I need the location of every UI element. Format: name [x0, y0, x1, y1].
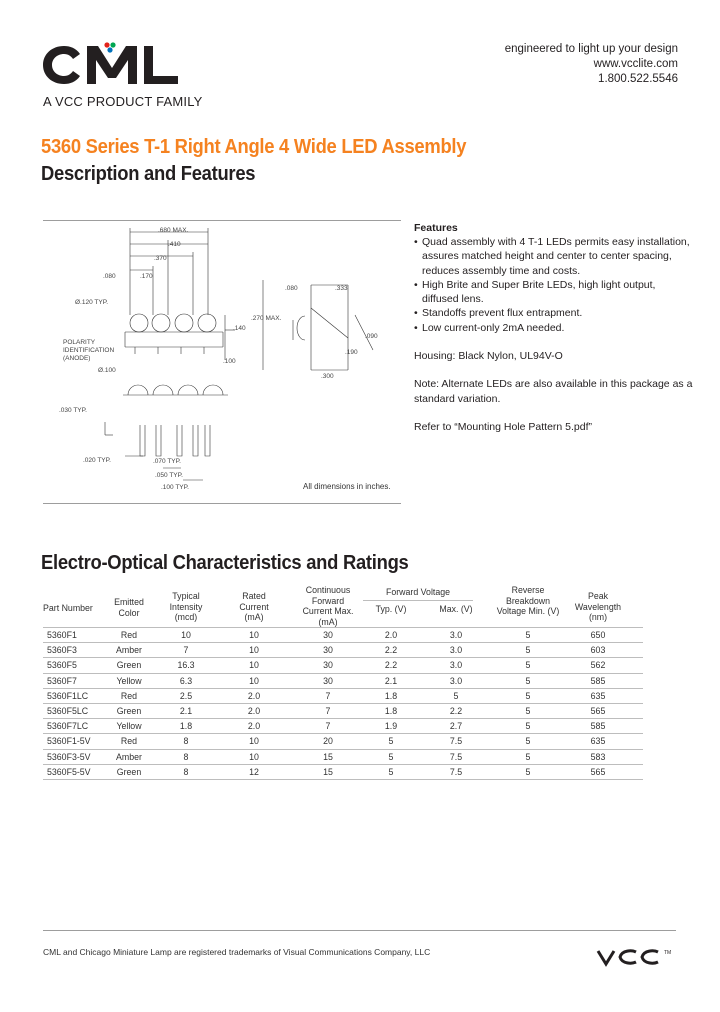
cell-vf-max: 3.0	[449, 660, 463, 671]
table-row	[43, 627, 643, 642]
cell-part-number: 5360F1LC	[47, 690, 89, 701]
dim-label: .100	[223, 358, 236, 365]
dim-label: .080	[285, 285, 298, 292]
cell-part-number: 5360F3	[47, 645, 77, 656]
feature-item: • High Brite and Super Brite LEDs, high light output, diffused lens.	[414, 278, 694, 307]
cell-rated-current: 2.0	[247, 690, 261, 701]
cell-rated-current: 2.0	[247, 721, 261, 732]
refer-text: Refer to “Mounting Hole Pattern 5.pdf”	[414, 420, 593, 433]
features-section	[414, 222, 694, 434]
table-row	[43, 657, 643, 672]
cell-vf-typ: 2.2	[384, 645, 398, 656]
cell-part-number: 5360F5	[47, 660, 77, 671]
cell-peak-wavelength: 635	[590, 690, 606, 701]
table-row	[43, 764, 643, 779]
dim-label: Ø.100	[98, 367, 116, 374]
cell-rated-current: 10	[249, 736, 259, 747]
table-bottom-rule	[43, 779, 643, 780]
cell-reverse-voltage: 5	[525, 706, 531, 716]
dim-label: .170	[140, 273, 153, 280]
cell-peak-wavelength: 565	[590, 766, 606, 777]
cell-part-number: 5360F7	[47, 675, 77, 686]
cell-reverse-voltage: 5	[525, 630, 531, 640]
dim-label: .190	[345, 349, 358, 356]
dim-label: .300	[321, 373, 334, 380]
cell-rated-current: 12	[249, 766, 259, 777]
features-list	[414, 235, 694, 335]
cell-reverse-voltage: 5	[525, 675, 531, 686]
cell-peak-wavelength: 603	[590, 645, 606, 656]
cell-reverse-voltage: 5	[525, 721, 531, 732]
cell-vf-max: 7.5	[449, 736, 463, 747]
cell-reverse-voltage: 5	[525, 766, 531, 777]
cell-intensity: 1.8	[179, 721, 193, 732]
cell-emitted-color: Amber	[116, 751, 142, 762]
dim-label: .100 TYP.	[161, 484, 189, 491]
cell-emitted-color: Green	[116, 660, 142, 671]
cell-forward-current: 7	[325, 690, 331, 701]
drawing-bottom-rule	[43, 503, 401, 504]
cell-intensity: 10	[181, 630, 191, 640]
cell-part-number: 5360F3-5V	[47, 751, 91, 762]
cell-vf-typ: 1.9	[384, 721, 398, 732]
cell-intensity: 7	[183, 645, 189, 656]
dim-label: .030 TYP.	[59, 407, 87, 414]
header-reverse-voltage: Reverse Breakdown Voltage Min. (V)	[496, 585, 560, 616]
tagline: engineered to light up your design	[504, 43, 678, 55]
table-row	[43, 718, 643, 733]
cell-vf-max: 7.5	[449, 751, 463, 762]
footer-rule	[43, 930, 676, 931]
cell-emitted-color: Green	[116, 766, 142, 777]
cell-emitted-color: Red	[120, 736, 138, 747]
svg-text:TM: TM	[664, 950, 672, 956]
cell-part-number: 5360F5LC	[47, 706, 89, 716]
cell-vf-typ: 2.1	[384, 675, 398, 686]
cell-reverse-voltage: 5	[525, 690, 531, 701]
cell-forward-current: 30	[323, 660, 333, 671]
cell-peak-wavelength: 565	[590, 706, 606, 716]
logo-subtitle: A VCC PRODUCT FAMILY	[43, 94, 203, 109]
cell-intensity: 8	[183, 736, 189, 747]
dim-label: IDENTIFICATION	[63, 347, 115, 354]
dim-label: .090	[365, 333, 378, 340]
cell-intensity: 2.1	[179, 706, 193, 716]
cml-logo-mark	[40, 40, 220, 90]
feature-item: • Standoffs prevent flux entrapment.	[414, 306, 694, 320]
cell-rated-current: 10	[249, 645, 259, 656]
dim-label: POLARITY	[63, 339, 96, 346]
cell-rated-current: 10	[249, 660, 259, 671]
cell-reverse-voltage: 5	[525, 751, 531, 762]
phone-number: 1.800.522.5546	[598, 73, 678, 85]
dim-label: .370	[154, 255, 167, 262]
cell-peak-wavelength: 585	[590, 675, 606, 686]
dim-label: .080	[103, 273, 116, 280]
cell-vf-max: 3.0	[449, 675, 463, 686]
cell-intensity: 2.5	[179, 690, 193, 701]
website-link[interactable]: www.vcclite.com	[593, 58, 678, 70]
dimension-drawing	[43, 220, 403, 500]
cell-emitted-color: Yellow	[116, 675, 142, 686]
cell-peak-wavelength: 583	[590, 751, 606, 762]
dim-label: .410	[168, 241, 181, 248]
cell-peak-wavelength: 585	[590, 721, 606, 732]
table-row	[43, 749, 643, 764]
vcc-logo	[596, 946, 680, 973]
cell-reverse-voltage: 5	[525, 645, 531, 656]
contact-block	[505, 42, 678, 87]
cell-part-number: 5360F7LC	[47, 721, 89, 732]
dim-label: .140	[233, 325, 246, 332]
section-title: Description and Features	[41, 163, 256, 185]
dimension-note: All dimensions in inches.	[303, 482, 391, 491]
dim-label: .020 TYP.	[83, 457, 111, 464]
cell-forward-current: 20	[323, 736, 333, 747]
ratings-title: Electro-Optical Characteristics and Ratings	[41, 552, 409, 574]
header-wavelength: Peak Wavelength (nm)	[574, 591, 622, 622]
features-heading: Features	[414, 222, 458, 234]
header-rated-current: Rated Current (mA)	[239, 591, 269, 622]
cell-vf-typ: 5	[388, 736, 394, 747]
cell-emitted-color: Red	[120, 690, 138, 701]
header-forward-voltage: Forward Voltage	[363, 587, 473, 601]
vcc-logo-mark	[596, 946, 680, 968]
table-row	[43, 703, 643, 718]
cell-vf-max: 2.7	[449, 721, 463, 732]
dim-label: (ANODE)	[63, 355, 91, 362]
cell-forward-current: 30	[323, 645, 333, 656]
cell-emitted-color: Green	[116, 706, 142, 716]
cell-vf-typ: 2.2	[384, 660, 398, 671]
dim-label: .680 MAX.	[158, 227, 189, 234]
cell-rated-current: 10	[249, 675, 259, 686]
table-row	[43, 688, 643, 703]
cell-rated-current: 2.0	[247, 706, 261, 716]
cell-emitted-color: Red	[120, 630, 138, 640]
cell-emitted-color: Yellow	[116, 721, 142, 732]
cell-forward-current: 30	[323, 630, 333, 640]
cell-peak-wavelength: 650	[590, 630, 606, 640]
feature-item: • Quad assembly with 4 T-1 LEDs permits easy installation, assures matched height and center to center spacing, reduces assembly time and costs.	[414, 235, 694, 278]
cell-vf-typ: 5	[388, 751, 394, 762]
alternate-note: Note: Alternate LEDs are also available in this package as a standard variation.	[414, 378, 693, 405]
dim-label: .333	[335, 285, 348, 292]
cell-emitted-color: Amber	[116, 645, 142, 656]
cell-vf-max: 3.0	[449, 645, 463, 656]
cell-intensity: 8	[183, 751, 189, 762]
feature-item: • Low current-only 2mA needed.	[414, 321, 694, 335]
cell-intensity: 6.3	[179, 675, 193, 686]
cell-part-number: 5360F1	[47, 630, 77, 640]
header-vf-max: Max. (V)	[439, 604, 473, 614]
cell-vf-typ: 1.8	[384, 706, 398, 716]
cell-reverse-voltage: 5	[525, 660, 531, 671]
cell-forward-current: 30	[323, 675, 333, 686]
cell-rated-current: 10	[249, 751, 259, 762]
cell-reverse-voltage: 5	[525, 736, 531, 747]
cell-peak-wavelength: 562	[590, 660, 606, 671]
header-vf-typ: Typ. (V)	[375, 604, 407, 614]
header-forward-current: Continuous Forward Current Max. (mA)	[302, 585, 354, 627]
cell-forward-current: 15	[323, 766, 333, 777]
cell-part-number: 5360F5-5V	[47, 766, 91, 777]
cell-vf-max: 2.2	[449, 706, 463, 716]
cell-rated-current: 10	[249, 630, 259, 640]
dim-label: .050 TYP.	[155, 472, 183, 479]
cell-peak-wavelength: 635	[590, 736, 606, 747]
cell-intensity: 8	[183, 766, 189, 777]
cell-vf-typ: 5	[388, 766, 394, 777]
table-row	[43, 733, 643, 748]
cell-vf-max: 5	[453, 690, 459, 701]
cell-forward-current: 7	[325, 706, 331, 716]
cell-forward-current: 7	[325, 721, 331, 732]
cell-part-number: 5360F1-5V	[47, 736, 91, 747]
cell-vf-max: 3.0	[449, 630, 463, 640]
header-emitted-color: Emitted Color	[114, 597, 144, 618]
table-row	[43, 673, 643, 688]
header-part-number: Part Number	[43, 603, 93, 613]
cell-vf-max: 7.5	[449, 766, 463, 777]
table-row	[43, 642, 643, 657]
product-title: 5360 Series T-1 Right Angle 4 Wide LED Assembly	[41, 136, 467, 158]
header-intensity: Typical Intensity (mcd)	[169, 591, 203, 622]
dim-label: .070 TYP.	[153, 458, 181, 465]
technical-drawing	[43, 220, 403, 500]
housing-text: Housing: Black Nylon, UL94V-O	[414, 350, 563, 363]
cell-intensity: 16.3	[177, 660, 195, 671]
dim-label: Ø.120 TYP.	[75, 299, 109, 306]
dim-label: .270 MAX.	[251, 315, 282, 322]
cell-vf-typ: 2.0	[384, 630, 398, 640]
cell-vf-typ: 1.8	[384, 690, 398, 701]
trademark-text: CML and Chicago Miniature Lamp are registered trademarks of Visual Communications Company, LLC	[43, 947, 431, 957]
cell-forward-current: 15	[323, 751, 333, 762]
